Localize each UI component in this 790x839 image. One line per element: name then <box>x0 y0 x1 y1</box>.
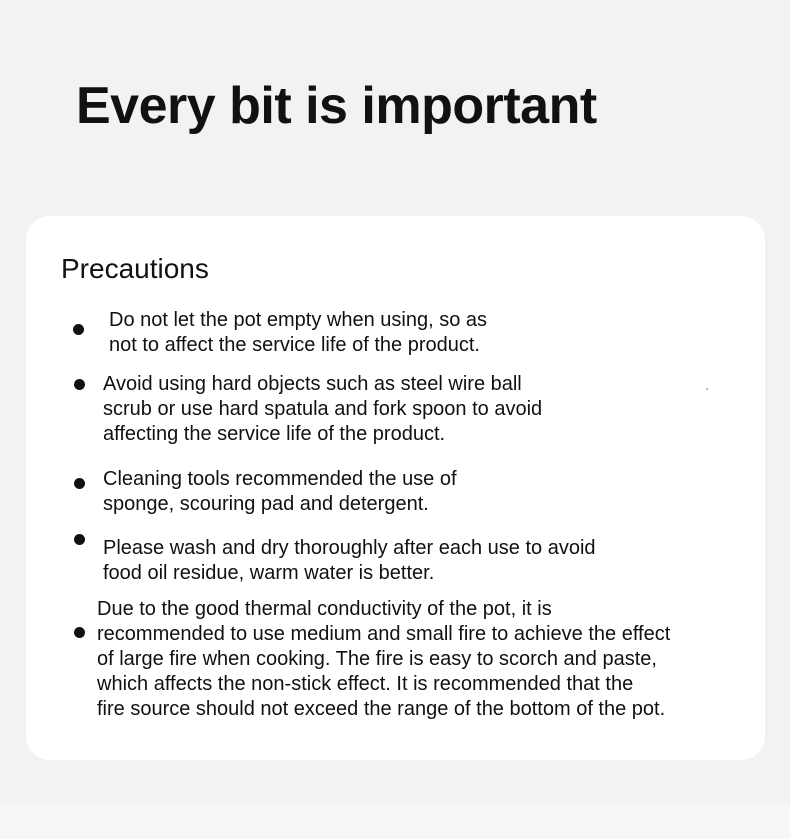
precaution-line: not to affect the service life of the product. <box>109 334 480 356</box>
footer-band <box>0 805 790 839</box>
bullet-dot <box>74 478 85 489</box>
precaution-line: recommended to use medium and small fire to achieve the effect <box>97 623 671 645</box>
precaution-text-5 <box>97 597 670 722</box>
precaution-line: Do not let the pot empty when using, so as <box>109 309 487 331</box>
precautions-card <box>26 216 765 760</box>
page-title: Every bit is important <box>76 77 597 135</box>
precautions-heading: Precautions <box>61 253 209 284</box>
bullet-dot <box>74 379 85 390</box>
precaution-text-3 <box>103 467 457 517</box>
precaution-line: Due to the good thermal conductivity of the pot, it is <box>97 598 552 620</box>
precaution-line: sponge, scouring pad and detergent. <box>103 493 429 515</box>
precaution-text-2 <box>103 372 542 447</box>
precaution-line: affecting the service life of the product. <box>103 423 446 445</box>
bullet-dot <box>74 534 85 545</box>
precaution-line: fire source should not exceed the range of the bottom of the pot. <box>97 698 666 720</box>
dust-speck <box>706 388 708 390</box>
precaution-line: food oil residue, warm water is better. <box>103 562 435 584</box>
precaution-line: Cleaning tools recommended the use of <box>103 468 457 490</box>
precaution-line: which affects the non-stick effect. It is recommended that the <box>97 673 634 695</box>
precaution-text-4 <box>103 536 596 586</box>
precaution-text-1 <box>109 308 487 358</box>
precaution-line: Please wash and dry thoroughly after each use to avoid <box>103 537 596 559</box>
precaution-line: scrub or use hard spatula and fork spoon to avoid <box>103 398 543 420</box>
precaution-line: of large fire when cooking. The fire is easy to scorch and paste, <box>97 648 657 670</box>
bullet-dot <box>73 324 84 335</box>
bullet-dot <box>74 627 85 638</box>
precaution-line: Avoid using hard objects such as steel wire ball <box>103 373 522 395</box>
